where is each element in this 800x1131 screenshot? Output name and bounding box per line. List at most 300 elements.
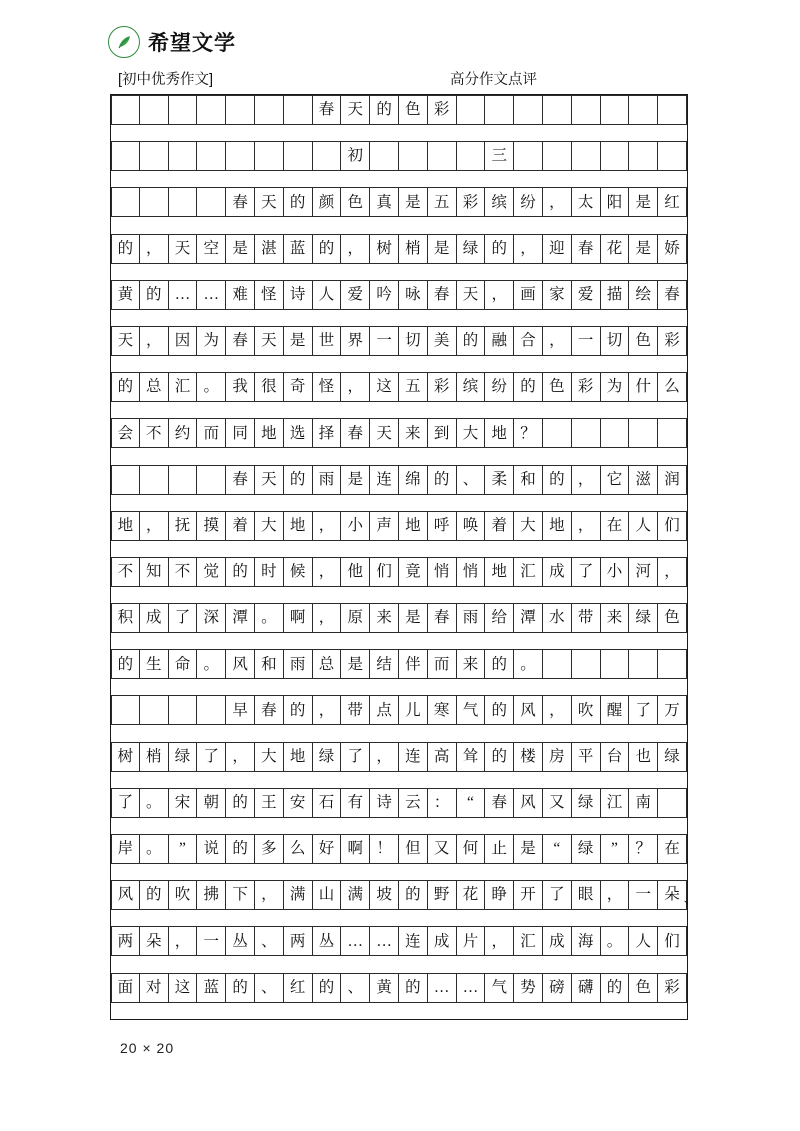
manuscript-cell: 是 bbox=[514, 835, 543, 863]
manuscript-row bbox=[111, 187, 687, 233]
manuscript-cell: 人 bbox=[313, 281, 342, 309]
manuscript-cell: ， bbox=[313, 696, 342, 724]
manuscript-cell: 风 bbox=[226, 650, 255, 678]
manuscript-cell: ， bbox=[572, 512, 601, 540]
document-header bbox=[110, 68, 688, 92]
manuscript-cell: 阳 bbox=[601, 188, 630, 216]
manuscript-cell: ， bbox=[313, 558, 342, 586]
grid-size-label: 20 × 20 bbox=[120, 1040, 175, 1056]
manuscript-cell: 他 bbox=[341, 558, 370, 586]
manuscript-cell: 醒 bbox=[601, 696, 630, 724]
manuscript-cell: 么 bbox=[284, 835, 313, 863]
manuscript-line bbox=[111, 557, 687, 587]
manuscript-cell: 了 bbox=[111, 789, 140, 817]
manuscript-line bbox=[111, 603, 687, 633]
manuscript-cell: 怪 bbox=[313, 373, 342, 401]
manuscript-cell: ： bbox=[428, 789, 457, 817]
manuscript-cell: 楼 bbox=[514, 743, 543, 771]
manuscript-cell: 了 bbox=[341, 743, 370, 771]
manuscript-line bbox=[111, 187, 687, 217]
manuscript-cell: 高 bbox=[428, 743, 457, 771]
manuscript-cell: 了 bbox=[629, 696, 658, 724]
manuscript-cell: ， bbox=[485, 281, 514, 309]
manuscript-cell: 家 bbox=[543, 281, 572, 309]
manuscript-cell: … bbox=[169, 281, 198, 309]
manuscript-cell: 开 bbox=[514, 881, 543, 909]
manuscript-cell bbox=[629, 142, 658, 170]
manuscript-cell: 啊 bbox=[284, 604, 313, 632]
manuscript-cell: 、 bbox=[341, 974, 370, 1002]
manuscript-row bbox=[111, 557, 687, 603]
manuscript-cell: 。 bbox=[601, 927, 630, 955]
manuscript-cell: 多 bbox=[255, 835, 284, 863]
manuscript-cell bbox=[543, 419, 572, 447]
manuscript-cell bbox=[601, 96, 630, 124]
manuscript-cell bbox=[284, 96, 313, 124]
manuscript-cell bbox=[255, 96, 284, 124]
manuscript-cell: 咏 bbox=[399, 281, 428, 309]
manuscript-cell: 。 bbox=[255, 604, 284, 632]
manuscript-cell: 了 bbox=[169, 604, 198, 632]
manuscript-cell: 成 bbox=[140, 604, 169, 632]
manuscript-cell: 、 bbox=[255, 927, 284, 955]
manuscript-cell bbox=[111, 188, 140, 216]
manuscript-cell: 连 bbox=[370, 466, 399, 494]
manuscript-cell: 王 bbox=[255, 789, 284, 817]
manuscript-cell: 绘 bbox=[629, 281, 658, 309]
manuscript-cell: 绿 bbox=[572, 835, 601, 863]
manuscript-cell: 汇 bbox=[514, 558, 543, 586]
manuscript-cell: 地 bbox=[255, 419, 284, 447]
manuscript-cell: 来 bbox=[399, 419, 428, 447]
manuscript-cell: … bbox=[341, 927, 370, 955]
manuscript-row bbox=[111, 511, 687, 557]
manuscript-cell: 春 bbox=[255, 696, 284, 724]
manuscript-line bbox=[111, 95, 687, 125]
manuscript-cell: 朝 bbox=[197, 789, 226, 817]
manuscript-cell: 来 bbox=[457, 650, 486, 678]
manuscript-cell: 天 bbox=[169, 235, 198, 263]
manuscript-cell: 南 bbox=[629, 789, 658, 817]
manuscript-cell: ！ bbox=[370, 835, 399, 863]
manuscript-cell: 而 bbox=[428, 650, 457, 678]
manuscript-cell: 说 bbox=[197, 835, 226, 863]
manuscript-cell: 睁 bbox=[485, 881, 514, 909]
manuscript-cell: 的 bbox=[399, 881, 428, 909]
manuscript-cell: 满 bbox=[284, 881, 313, 909]
manuscript-line bbox=[111, 326, 687, 356]
manuscript-cell: 儿 bbox=[399, 696, 428, 724]
manuscript-cell: … bbox=[197, 281, 226, 309]
manuscript-row bbox=[111, 695, 687, 741]
manuscript-cell: 在 bbox=[601, 512, 630, 540]
manuscript-cell bbox=[658, 419, 687, 447]
manuscript-cell: ， bbox=[140, 327, 169, 355]
manuscript-cell: 吹 bbox=[572, 696, 601, 724]
manuscript-cell: 这 bbox=[370, 373, 399, 401]
manuscript-cell: 两 bbox=[111, 927, 140, 955]
manuscript-cell bbox=[140, 696, 169, 724]
manuscript-cell: 有 bbox=[341, 789, 370, 817]
manuscript-cell: 潭 bbox=[514, 604, 543, 632]
manuscript-cell: 总 bbox=[140, 373, 169, 401]
manuscript-line bbox=[111, 973, 687, 1003]
manuscript-cell: 水 bbox=[543, 604, 572, 632]
manuscript-cell: 的 bbox=[313, 974, 342, 1002]
manuscript-cell: 彩 bbox=[572, 373, 601, 401]
manuscript-cell: 什 bbox=[629, 373, 658, 401]
manuscript-cell: ， bbox=[140, 235, 169, 263]
manuscript-cell bbox=[226, 96, 255, 124]
manuscript-cell bbox=[572, 650, 601, 678]
manuscript-cell: 一 bbox=[370, 327, 399, 355]
manuscript-cell: 绿 bbox=[629, 604, 658, 632]
manuscript-cell: 何 bbox=[457, 835, 486, 863]
manuscript-cell bbox=[485, 96, 514, 124]
manuscript-cell: 呼 bbox=[428, 512, 457, 540]
manuscript-cell bbox=[226, 142, 255, 170]
manuscript-cell: 湛 bbox=[255, 235, 284, 263]
manuscript-cell: 的 bbox=[370, 96, 399, 124]
manuscript-cell: 也 bbox=[629, 743, 658, 771]
manuscript-cell: 彩 bbox=[658, 974, 687, 1002]
document-category-tag: [初中优秀作文] bbox=[118, 72, 214, 88]
manuscript-cell: 人 bbox=[629, 512, 658, 540]
manuscript-cell: 缤 bbox=[485, 188, 514, 216]
manuscript-cell: 吟 bbox=[370, 281, 399, 309]
manuscript-cell: ， bbox=[485, 927, 514, 955]
manuscript-cell: ， bbox=[169, 927, 198, 955]
manuscript-cell: 初 bbox=[341, 142, 370, 170]
manuscript-cell: 的 bbox=[457, 327, 486, 355]
manuscript-cell bbox=[514, 142, 543, 170]
manuscript-cell: 雨 bbox=[457, 604, 486, 632]
manuscript-grid bbox=[110, 94, 699, 1020]
manuscript-cell: 黄 bbox=[370, 974, 399, 1002]
manuscript-cell: ， bbox=[226, 743, 255, 771]
manuscript-cell: 对 bbox=[140, 974, 169, 1002]
manuscript-cell: 花 bbox=[457, 881, 486, 909]
manuscript-cell: 诗 bbox=[370, 789, 399, 817]
manuscript-cell bbox=[572, 142, 601, 170]
manuscript-cell: 纷 bbox=[514, 188, 543, 216]
manuscript-cell: 色 bbox=[399, 96, 428, 124]
manuscript-cell: 带 bbox=[572, 604, 601, 632]
manuscript-cell: 融 bbox=[485, 327, 514, 355]
manuscript-cell: 绿 bbox=[457, 235, 486, 263]
manuscript-cell: 的 bbox=[140, 881, 169, 909]
manuscript-cell: 奇 bbox=[284, 373, 313, 401]
manuscript-row bbox=[111, 326, 687, 372]
manuscript-cell bbox=[457, 142, 486, 170]
manuscript-cell: 五 bbox=[428, 188, 457, 216]
manuscript-cell: 来 bbox=[370, 604, 399, 632]
manuscript-cell: 的 bbox=[428, 466, 457, 494]
manuscript-cell: 树 bbox=[370, 235, 399, 263]
manuscript-cell: 择 bbox=[313, 419, 342, 447]
manuscript-cell: 的 bbox=[111, 373, 140, 401]
manuscript-cell: 地 bbox=[485, 419, 514, 447]
manuscript-cell: 结 bbox=[370, 650, 399, 678]
manuscript-cell: 的 bbox=[485, 650, 514, 678]
manuscript-cell: 觉 bbox=[197, 558, 226, 586]
manuscript-cell: 春 bbox=[226, 188, 255, 216]
manuscript-cell: 世 bbox=[313, 327, 342, 355]
manuscript-cell: 色 bbox=[629, 327, 658, 355]
manuscript-cell: 和 bbox=[255, 650, 284, 678]
manuscript-line bbox=[111, 511, 687, 541]
manuscript-cell: 早 bbox=[226, 696, 255, 724]
manuscript-cell bbox=[197, 188, 226, 216]
manuscript-cell: ， bbox=[255, 881, 284, 909]
manuscript-cell: ， bbox=[543, 327, 572, 355]
manuscript-cell: 它 bbox=[601, 466, 630, 494]
manuscript-row bbox=[111, 880, 699, 926]
manuscript-cell: ， bbox=[658, 558, 687, 586]
manuscript-cell: 色 bbox=[629, 974, 658, 1002]
manuscript-cell: 总 bbox=[313, 650, 342, 678]
manuscript-cell: 天 bbox=[111, 327, 140, 355]
manuscript-cell: ， bbox=[313, 604, 342, 632]
manuscript-cell: 到 bbox=[428, 419, 457, 447]
manuscript-cell: 大 bbox=[255, 743, 284, 771]
manuscript-cell: 是 bbox=[284, 327, 313, 355]
manuscript-cell: 花 bbox=[601, 235, 630, 263]
manuscript-cell: 摸 bbox=[197, 512, 226, 540]
manuscript-cell: 同 bbox=[226, 419, 255, 447]
manuscript-cell: 岸 bbox=[111, 835, 140, 863]
manuscript-cell: 春 bbox=[485, 789, 514, 817]
manuscript-cell: 的 bbox=[226, 835, 255, 863]
manuscript-cell: 是 bbox=[629, 235, 658, 263]
manuscript-cell bbox=[601, 650, 630, 678]
manuscript-cell: 爱 bbox=[572, 281, 601, 309]
manuscript-cell bbox=[658, 142, 687, 170]
manuscript-cell: 难 bbox=[226, 281, 255, 309]
manuscript-cell: 大 bbox=[514, 512, 543, 540]
manuscript-cell: 一 bbox=[572, 327, 601, 355]
manuscript-cell: “ bbox=[457, 789, 486, 817]
manuscript-cell: 云 bbox=[399, 789, 428, 817]
manuscript-line bbox=[111, 372, 687, 402]
masthead bbox=[108, 26, 236, 58]
manuscript-cell: ， bbox=[514, 235, 543, 263]
manuscript-cell bbox=[629, 650, 658, 678]
manuscript-cell: 春 bbox=[572, 235, 601, 263]
manuscript-cell: “ bbox=[543, 835, 572, 863]
manuscript-cell: ， bbox=[572, 466, 601, 494]
manuscript-cell: 的 bbox=[284, 466, 313, 494]
manuscript-cell bbox=[140, 466, 169, 494]
manuscript-cell: 朵 bbox=[140, 927, 169, 955]
manuscript-cell: 知 bbox=[140, 558, 169, 586]
manuscript-cell: 成 bbox=[428, 927, 457, 955]
manuscript-cell: 礴 bbox=[572, 974, 601, 1002]
manuscript-cell: 地 bbox=[284, 743, 313, 771]
manuscript-cell: 而 bbox=[197, 419, 226, 447]
manuscript-cell: 因 bbox=[169, 327, 198, 355]
manuscript-cell: 万 bbox=[658, 696, 687, 724]
manuscript-cell: 色 bbox=[658, 604, 687, 632]
manuscript-cell: ？ bbox=[514, 419, 543, 447]
manuscript-cell: 不 bbox=[169, 558, 198, 586]
manuscript-cell: 约 bbox=[169, 419, 198, 447]
manuscript-cell: 。 bbox=[140, 789, 169, 817]
document-subtitle: 高分作文点评 bbox=[450, 72, 537, 88]
manuscript-row bbox=[111, 234, 687, 280]
manuscript-cell: 切 bbox=[601, 327, 630, 355]
manuscript-cell: 了 bbox=[543, 881, 572, 909]
manuscript-line bbox=[111, 465, 687, 495]
brand-title: 希望文学 bbox=[148, 32, 236, 55]
manuscript-cell: 气 bbox=[457, 696, 486, 724]
manuscript-cell: 是 bbox=[341, 650, 370, 678]
manuscript-cell: 选 bbox=[284, 419, 313, 447]
manuscript-cell: 彩 bbox=[428, 373, 457, 401]
manuscript-cell: 天 bbox=[370, 419, 399, 447]
manuscript-cell: 们 bbox=[658, 512, 687, 540]
manuscript-cell: 、 bbox=[457, 466, 486, 494]
manuscript-cell: 梢 bbox=[399, 235, 428, 263]
manuscript-cell: 天 bbox=[255, 188, 284, 216]
manuscript-cell: ， bbox=[341, 235, 370, 263]
manuscript-cell: 梢 bbox=[140, 743, 169, 771]
manuscript-cell: 地 bbox=[485, 558, 514, 586]
manuscript-cell bbox=[658, 650, 687, 678]
manuscript-cell: 汇 bbox=[514, 927, 543, 955]
manuscript-cell: ” bbox=[601, 835, 630, 863]
manuscript-line bbox=[111, 742, 687, 772]
manuscript-cell: 地 bbox=[399, 512, 428, 540]
manuscript-cell: 的 bbox=[284, 696, 313, 724]
manuscript-cell: 红 bbox=[658, 188, 687, 216]
manuscript-cell: 拂 bbox=[197, 881, 226, 909]
manuscript-cell: 切 bbox=[399, 327, 428, 355]
manuscript-cell bbox=[284, 142, 313, 170]
manuscript-cell: 风 bbox=[514, 696, 543, 724]
manuscript-cell bbox=[399, 142, 428, 170]
manuscript-cell: 的 bbox=[514, 373, 543, 401]
manuscript-cell: 朵 bbox=[658, 881, 687, 909]
manuscript-cell: ， bbox=[370, 743, 399, 771]
manuscript-cell: 们 bbox=[370, 558, 399, 586]
manuscript-row bbox=[111, 603, 687, 649]
manuscript-cell: 的 bbox=[140, 281, 169, 309]
manuscript-cell: 江 bbox=[601, 789, 630, 817]
manuscript-cell: 是 bbox=[399, 604, 428, 632]
manuscript-cell: 连 bbox=[399, 743, 428, 771]
manuscript-cell: 竟 bbox=[399, 558, 428, 586]
manuscript-cell: 房 bbox=[543, 743, 572, 771]
manuscript-cell: 风 bbox=[514, 789, 543, 817]
manuscript-cell: 春 bbox=[341, 419, 370, 447]
manuscript-cell: 眼 bbox=[572, 881, 601, 909]
manuscript-cell: 大 bbox=[255, 512, 284, 540]
manuscript-row bbox=[111, 95, 687, 141]
manuscript-cell: 好 bbox=[313, 835, 342, 863]
manuscript-line bbox=[111, 834, 687, 864]
manuscript-cell: 的 bbox=[485, 743, 514, 771]
manuscript-cell: 画 bbox=[514, 281, 543, 309]
manuscript-cell: 了 bbox=[197, 743, 226, 771]
manuscript-cell: 平 bbox=[572, 743, 601, 771]
manuscript-cell: 绿 bbox=[313, 743, 342, 771]
manuscript-row bbox=[111, 973, 687, 1019]
manuscript-cell: 彩 bbox=[658, 327, 687, 355]
manuscript-cell: ， bbox=[313, 512, 342, 540]
manuscript-row bbox=[111, 372, 687, 418]
manuscript-cell bbox=[658, 96, 687, 124]
manuscript-cell: … bbox=[457, 974, 486, 1002]
manuscript-cell bbox=[543, 142, 572, 170]
manuscript-cell: 点 bbox=[370, 696, 399, 724]
manuscript-cell: 们 bbox=[658, 927, 687, 955]
manuscript-line bbox=[111, 649, 687, 679]
manuscript-cell: 天 bbox=[341, 96, 370, 124]
manuscript-cell: 一 bbox=[629, 881, 658, 909]
manuscript-cell bbox=[169, 142, 198, 170]
manuscript-cell: 春 bbox=[313, 96, 342, 124]
manuscript-cell bbox=[111, 142, 140, 170]
manuscript-cell: 很 bbox=[255, 373, 284, 401]
manuscript-cell: 坡 bbox=[370, 881, 399, 909]
manuscript-cell bbox=[111, 96, 140, 124]
manuscript-cell: 带 bbox=[341, 696, 370, 724]
manuscript-cell: 的 bbox=[226, 789, 255, 817]
manuscript-cell: 地 bbox=[284, 512, 313, 540]
manuscript-cell: 丛 bbox=[226, 927, 255, 955]
manuscript-cell: 为 bbox=[197, 327, 226, 355]
manuscript-row bbox=[111, 649, 687, 695]
manuscript-cell: 着 bbox=[226, 512, 255, 540]
manuscript-cell: 声 bbox=[370, 512, 399, 540]
manuscript-cell: 彩 bbox=[428, 96, 457, 124]
manuscript-cell: 天 bbox=[255, 466, 284, 494]
manuscript-cell bbox=[111, 466, 140, 494]
manuscript-cell: 诗 bbox=[284, 281, 313, 309]
manuscript-cell: 真 bbox=[370, 188, 399, 216]
manuscript-cell: 小 bbox=[341, 512, 370, 540]
manuscript-cell: ， bbox=[543, 188, 572, 216]
manuscript-cell: 这 bbox=[169, 974, 198, 1002]
manuscript-cell: 我 bbox=[226, 373, 255, 401]
manuscript-cell: 春 bbox=[428, 604, 457, 632]
manuscript-cell: 势 bbox=[514, 974, 543, 1002]
manuscript-row bbox=[111, 141, 687, 187]
manuscript-cell: 会 bbox=[111, 419, 140, 447]
manuscript-cell bbox=[370, 142, 399, 170]
manuscript-cell: ， bbox=[341, 373, 370, 401]
manuscript-row bbox=[111, 834, 687, 880]
manuscript-cell: 伴 bbox=[399, 650, 428, 678]
manuscript-cell: 的 bbox=[485, 235, 514, 263]
manuscript-cell: 描 bbox=[601, 281, 630, 309]
manuscript-cell bbox=[111, 696, 140, 724]
manuscript-cell: 春 bbox=[226, 327, 255, 355]
manuscript-cell bbox=[197, 466, 226, 494]
manuscript-cell: 悄 bbox=[428, 558, 457, 586]
manuscript-cell: 蓝 bbox=[284, 235, 313, 263]
manuscript-cell bbox=[428, 142, 457, 170]
manuscript-overflow-char: 、 bbox=[683, 890, 699, 908]
manuscript-cell: 原 bbox=[341, 604, 370, 632]
manuscript-line bbox=[111, 788, 687, 818]
manuscript-cell: 地 bbox=[543, 512, 572, 540]
manuscript-cell: 止 bbox=[485, 835, 514, 863]
manuscript-line bbox=[111, 280, 687, 310]
manuscript-cell: 。 bbox=[197, 650, 226, 678]
manuscript-cell: 为 bbox=[601, 373, 630, 401]
